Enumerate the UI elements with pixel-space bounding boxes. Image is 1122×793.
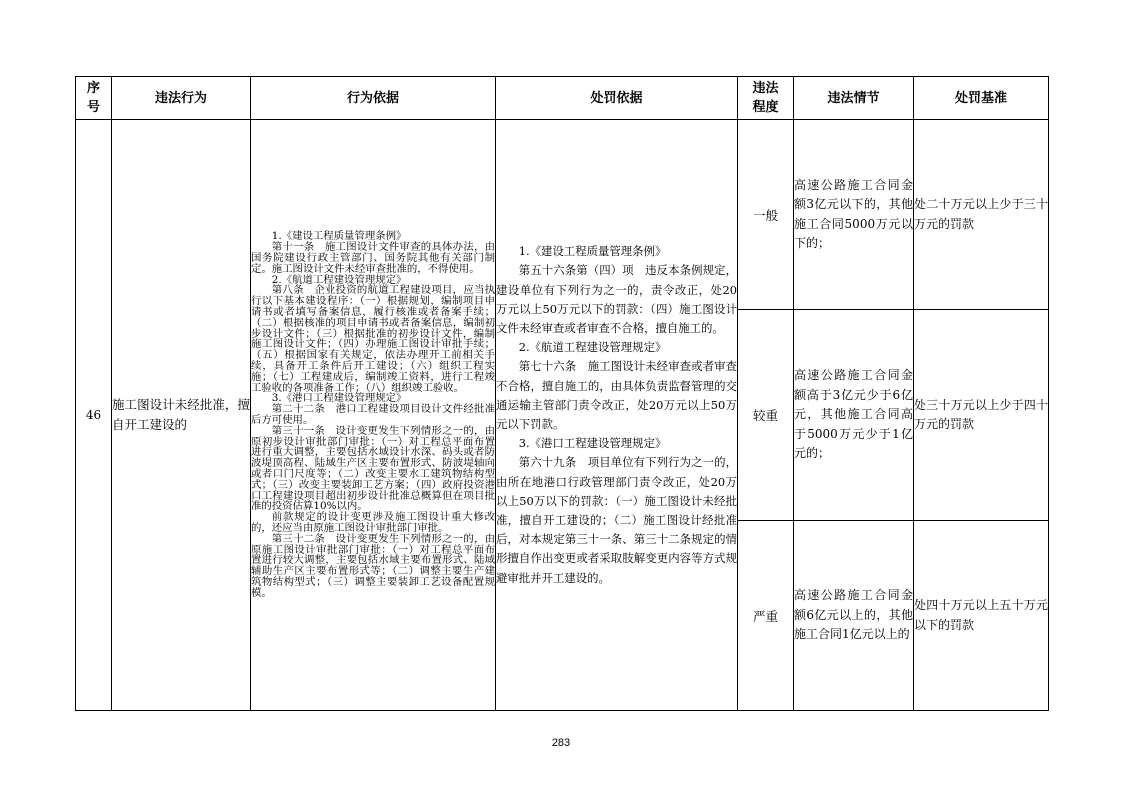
conduct-basis-para: 前款规定的设计变更涉及施工图设计重大修改的，还应当由原施工图设计审批部门审批。 bbox=[251, 511, 495, 534]
conduct-basis-para: 第三十二条 设计变更发生下列情形之一的，由原施工图设计审批部门审批：（一）对工程总平面布置进行较大调整，主要包括水域主要布置形式、陆域辅助生产区主要布置形式等；（二）调整主要生产建筑物结构型式；（三）调整主要装卸工艺设备配置规模。 bbox=[251, 532, 495, 599]
conduct-basis-para: 3.《港口工程建设管理规定》 bbox=[271, 392, 407, 405]
conduct-basis-para: 1.《建设工程质量管理条例》 bbox=[271, 230, 407, 243]
conduct-basis-para: 第三十一条 设计变更发生下列情形之一的，由原初步设计审批部门审批：（一）对工程总平面布置进行重大调整，主要包括水域设计水深、码头或者防波堤顶高程、陆域生产区主要布置形式、防波堤轴向或者口门尺度等；（二）改变主要水工建筑物结构型式；（三）改变主要装卸工艺方案；（四）政府投资港口工程建设项目超出初步设计批准总概算但在项目批准的投资估算10%以内。 bbox=[251, 424, 495, 513]
conduct-basis-para: 第十一条 施工图设计文件审查的具体办法，由国务院建设行政主管部门、国务院其他有关部门制定。施工图设计文件未经审查批准的，不得使用。 bbox=[251, 241, 495, 275]
page-number: 283 bbox=[551, 737, 571, 749]
header-degree: 违法程度 bbox=[738, 77, 794, 120]
violation-cell: 施工图设计未经批准，擅自开工建设的 bbox=[112, 120, 251, 711]
degree-general: 一般 bbox=[738, 120, 794, 310]
standard-severe: 处四十万元以上五十万元以下的罚款 bbox=[914, 521, 1049, 711]
penalty-basis-para: 第五十六条第（四）项 违反本条例规定，建设单位有下列行为之一的，责令改正，处20万元以上50万元以下的罚款：（四）施工图设计文件未经审查或者审查不合格，擅自施工的。 bbox=[496, 263, 737, 335]
circumstance-general: 高速公路施工合同金额3亿元以下的，其他施工合同5000万元以下的； bbox=[794, 120, 914, 310]
conduct-basis-para: 第二十二条 港口工程建设项目设计文件经批准后方可使用。 bbox=[251, 403, 495, 426]
degree-serious: 较重 bbox=[738, 310, 794, 521]
standard-serious: 处三十万元以上少于四十万元的罚款 bbox=[914, 310, 1049, 521]
header-conduct-basis: 行为依据 bbox=[251, 77, 496, 120]
circumstance-severe: 高速公路施工合同金额6亿元以上的，其他施工合同1亿元以上的 bbox=[794, 521, 914, 711]
table-row bbox=[76, 120, 1049, 310]
penalty-basis-para: 第六十九条 项目单位有下列行为之一的，由所在地港口行政管理部门责令改正，处20万以上50万以下的罚款：（一）施工图设计未经批准，擅自开工建设的；（二）施工图设计经批准后，对本规定第三十一条、第三十二条规定的情形擅自作出变更或者采取肢解变更内容等方式规避审批并开工建设的。 bbox=[496, 455, 737, 585]
header-circumstance: 违法情节 bbox=[794, 77, 914, 120]
header-row bbox=[76, 77, 1049, 120]
penalty-basis-para: 第七十六条 施工图设计未经审查或者审查不合格，擅自施工的，由具体负责监督管理的交通运输主管部门责令改正，处20万元以上50万元以下罚款。 bbox=[496, 359, 737, 431]
penalty-basis-cell bbox=[496, 120, 738, 711]
row-number: 46 bbox=[76, 120, 112, 711]
penalty-basis-para: 3.《港口工程建设管理规定》 bbox=[518, 436, 667, 451]
header-no: 序号 bbox=[76, 77, 112, 120]
degree-severe: 严重 bbox=[738, 521, 794, 711]
penalty-basis-para: 1.《建设工程质量管理条例》 bbox=[518, 244, 667, 259]
conduct-basis-para: 2.《航道工程建设管理规定》 bbox=[271, 273, 407, 286]
header-violation: 违法行为 bbox=[112, 77, 251, 120]
conduct-basis-cell bbox=[251, 120, 496, 711]
header-penalty-basis: 处罚依据 bbox=[496, 77, 738, 120]
conduct-basis-para: 第八条 企业投资的航道工程建设项目，应当执行以下基本建设程序：（一）根据规划，编制项目申请书或者填写备案信息，履行核准或者备案手续；（二）根据核准的项目申请书或者备案信息，编制初步设计文件；（三）根据批准的初步设计文件，编制施工图设计文件；（四）办理施工图设计审批手续；（五）根据国家有关规定，依法办理开工前相关手续，具备开工条件后开工建设；（六）组织工程实施；（七）工程建成后，编制竣工资料，进行工程竣工验收的各项准备工作；（八）组织竣工验收。 bbox=[251, 284, 495, 394]
header-standard: 处罚基准 bbox=[914, 77, 1049, 120]
penalty-standards-table bbox=[75, 76, 1049, 711]
circumstance-serious: 高速公路施工合同金额高于3亿元少于6亿元，其他施工合同高于5000万元少于1亿元的； bbox=[794, 310, 914, 521]
penalty-basis-para: 2.《航道工程建设管理规定》 bbox=[518, 340, 667, 355]
standard-general: 处二十万元以上少于三十万元的罚款 bbox=[914, 120, 1049, 310]
